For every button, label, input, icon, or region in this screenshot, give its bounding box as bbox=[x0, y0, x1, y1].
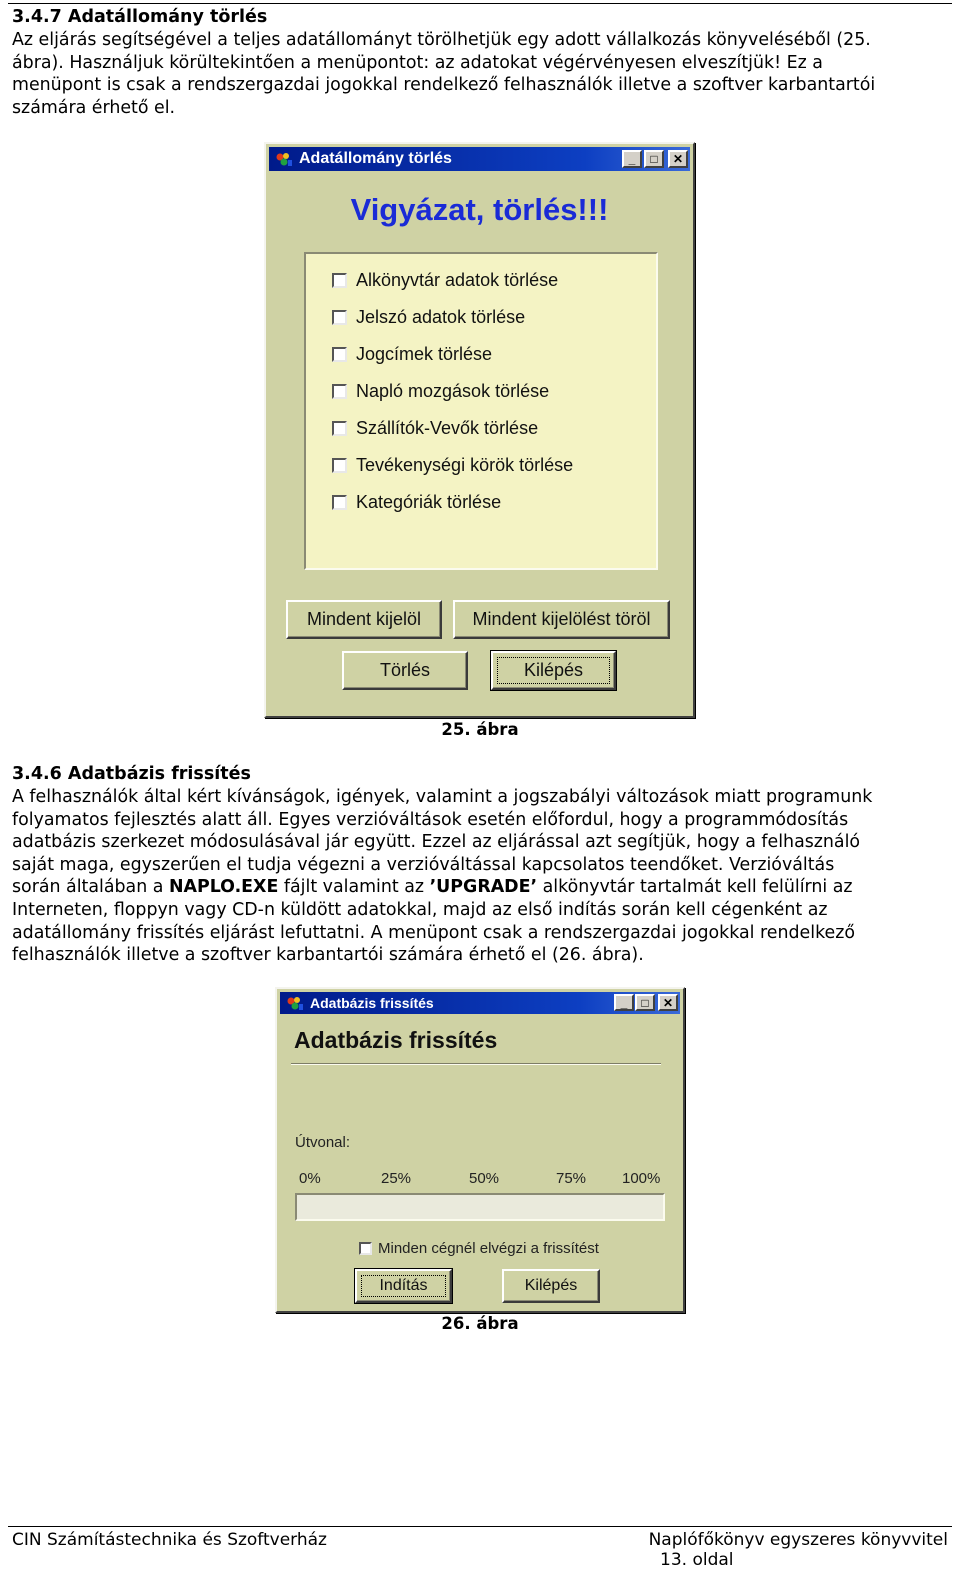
checkbox-box[interactable] bbox=[332, 273, 347, 288]
footer-right: Naplófőkönyv egyszeres könyvvitel bbox=[648, 1530, 948, 1550]
progress-tick-0: 0% bbox=[299, 1170, 321, 1187]
paragraph-line: adatállomány frissítés eljárást lefuttatni. A menüpont csak a rendszergazdai jogokkal rendelkező bbox=[12, 922, 856, 943]
exit-button[interactable]: Kilépés bbox=[491, 651, 616, 690]
checkbox-box[interactable] bbox=[332, 421, 347, 436]
checkbox-panel bbox=[304, 252, 658, 570]
checkbox-box[interactable] bbox=[332, 495, 347, 510]
checkbox-box[interactable] bbox=[332, 458, 347, 473]
update-heading: Adatbázis frissítés bbox=[294, 1027, 498, 1053]
footer-left: CIN Számítástechnika és Szoftverház bbox=[12, 1530, 327, 1550]
exit-button[interactable]: Kilépés bbox=[502, 1269, 600, 1303]
maximize-icon[interactable]: □ bbox=[635, 994, 655, 1011]
naplo-exe-bold: NAPLO.EXE bbox=[168, 877, 279, 898]
section-paragraph-2 bbox=[12, 786, 946, 967]
checkbox-label: Szállítók-Vevők törlése bbox=[356, 418, 539, 438]
paragraph-line bbox=[12, 876, 946, 899]
minimize-icon[interactable]: _ bbox=[622, 150, 642, 168]
progress-tick-25: 25% bbox=[381, 1170, 412, 1187]
delete-data-dialog bbox=[264, 142, 695, 718]
start-button[interactable]: Indítás bbox=[355, 1269, 452, 1303]
update-progress-bar bbox=[295, 1193, 665, 1221]
text-fragment: fájlt valamint az bbox=[278, 877, 430, 898]
checkbox-box[interactable] bbox=[332, 384, 347, 399]
checkbox-box[interactable] bbox=[332, 310, 347, 325]
section-heading-adatallomany-torles: 3.4.7 Adatállomány törlés bbox=[12, 7, 268, 27]
progress-tick-75: 75% bbox=[556, 1170, 587, 1187]
figure-caption-25: 25. ábra bbox=[441, 720, 519, 739]
paragraph-line: számára érhető el. bbox=[12, 97, 176, 118]
minimize-icon[interactable]: _ bbox=[614, 994, 634, 1011]
checkbox-box[interactable] bbox=[359, 1242, 372, 1255]
app-icon bbox=[286, 995, 304, 1011]
heading-divider bbox=[291, 1063, 661, 1065]
checkbox-label: Jogcímek törlése bbox=[356, 344, 493, 364]
footer-rule bbox=[8, 1526, 952, 1527]
top-rule bbox=[8, 3, 952, 4]
dialog-titlebar bbox=[280, 992, 680, 1014]
app-icon bbox=[275, 151, 293, 167]
paragraph-line: felhasználók illetve a szoftver karbantartói számára érhető el (26. ábra). bbox=[12, 945, 644, 966]
paragraph-line: folyamatos fejlesztés alatt áll. Egyes verzióváltások esetén előfordul, hogy a programmódosítás bbox=[12, 809, 849, 830]
page-number: 13. oldal bbox=[660, 1550, 734, 1570]
section-paragraph-1 bbox=[12, 29, 946, 119]
figure-caption-26: 26. ábra bbox=[441, 1314, 519, 1333]
paragraph-line: A felhasználók által kért kívánságok, igények, valamint a jogszabályi változások miatt programunk bbox=[12, 787, 873, 807]
section-heading-adatbazis-frissites: 3.4.6 Adatbázis frissítés bbox=[12, 764, 251, 784]
checkbox-label: Tevékenységi körök törlése bbox=[356, 455, 574, 475]
clear-selection-button[interactable]: Mindent kijelölést töröl bbox=[453, 600, 670, 639]
database-update-dialog bbox=[275, 987, 685, 1313]
warning-heading: Vigyázat, törlés!!! bbox=[350, 192, 609, 227]
checkbox-box[interactable] bbox=[332, 347, 347, 362]
dialog-title: Adatbázis frissítés bbox=[310, 995, 434, 1011]
checkbox-label: Kategóriák törlése bbox=[356, 492, 502, 512]
maximize-icon[interactable]: □ bbox=[644, 150, 664, 168]
checkbox-label: Jelszó adatok törlése bbox=[356, 307, 526, 327]
paragraph-line: Az eljárás segítségével a teljes adatállományt törölhetjük egy adott vállalkozás könyveléséből (25. bbox=[12, 30, 871, 50]
delete-button[interactable]: Törlés bbox=[342, 651, 468, 690]
path-label: Útvonal: bbox=[295, 1134, 351, 1151]
checkbox-label: Minden cégnél elvégzi a frissítést bbox=[378, 1240, 599, 1257]
dialog-title: Adatállomány törlés bbox=[299, 150, 452, 167]
close-icon[interactable]: ✕ bbox=[668, 150, 688, 168]
close-icon[interactable]: ✕ bbox=[658, 994, 678, 1011]
paragraph-line: Interneten, floppyn vagy CD-n küldött adatokkal, majd az első indítás során kell cégenként az bbox=[12, 899, 828, 920]
paragraph-line: saját maga, egyszerűen el tudja végezni a verzióváltással kapcsolatos teendőket. Verzióváltás bbox=[12, 854, 835, 875]
checkbox-label: Alkönyvtár adatok törlése bbox=[356, 270, 559, 290]
text-fragment: során általában a bbox=[12, 877, 169, 898]
paragraph-line: menüpont is csak a rendszergazdai jogokkal rendelkező felhasználók illetve a szoftver karbantartói bbox=[12, 75, 876, 96]
paragraph-line: ábra). Használjuk körültekintően a menüpontot: az adatokat végérvényesen elveszítjük! Ez a bbox=[12, 52, 823, 73]
dialog-titlebar bbox=[269, 147, 690, 171]
select-all-button[interactable]: Mindent kijelöl bbox=[286, 600, 442, 639]
checkbox-label: Napló mozgások törlése bbox=[356, 381, 550, 401]
progress-tick-100: 100% bbox=[622, 1170, 661, 1187]
progress-tick-50: 50% bbox=[469, 1170, 500, 1187]
text-fragment: alkönyvtár tartalmát kell felülírni az bbox=[537, 877, 853, 898]
upgrade-bold: ’UPGRADE’ bbox=[429, 877, 538, 898]
paragraph-line: adatbázis szerkezet módosulásával jár együtt. Ezzel az eljárással azt segítjük, hogy a felhasználó bbox=[12, 832, 861, 853]
